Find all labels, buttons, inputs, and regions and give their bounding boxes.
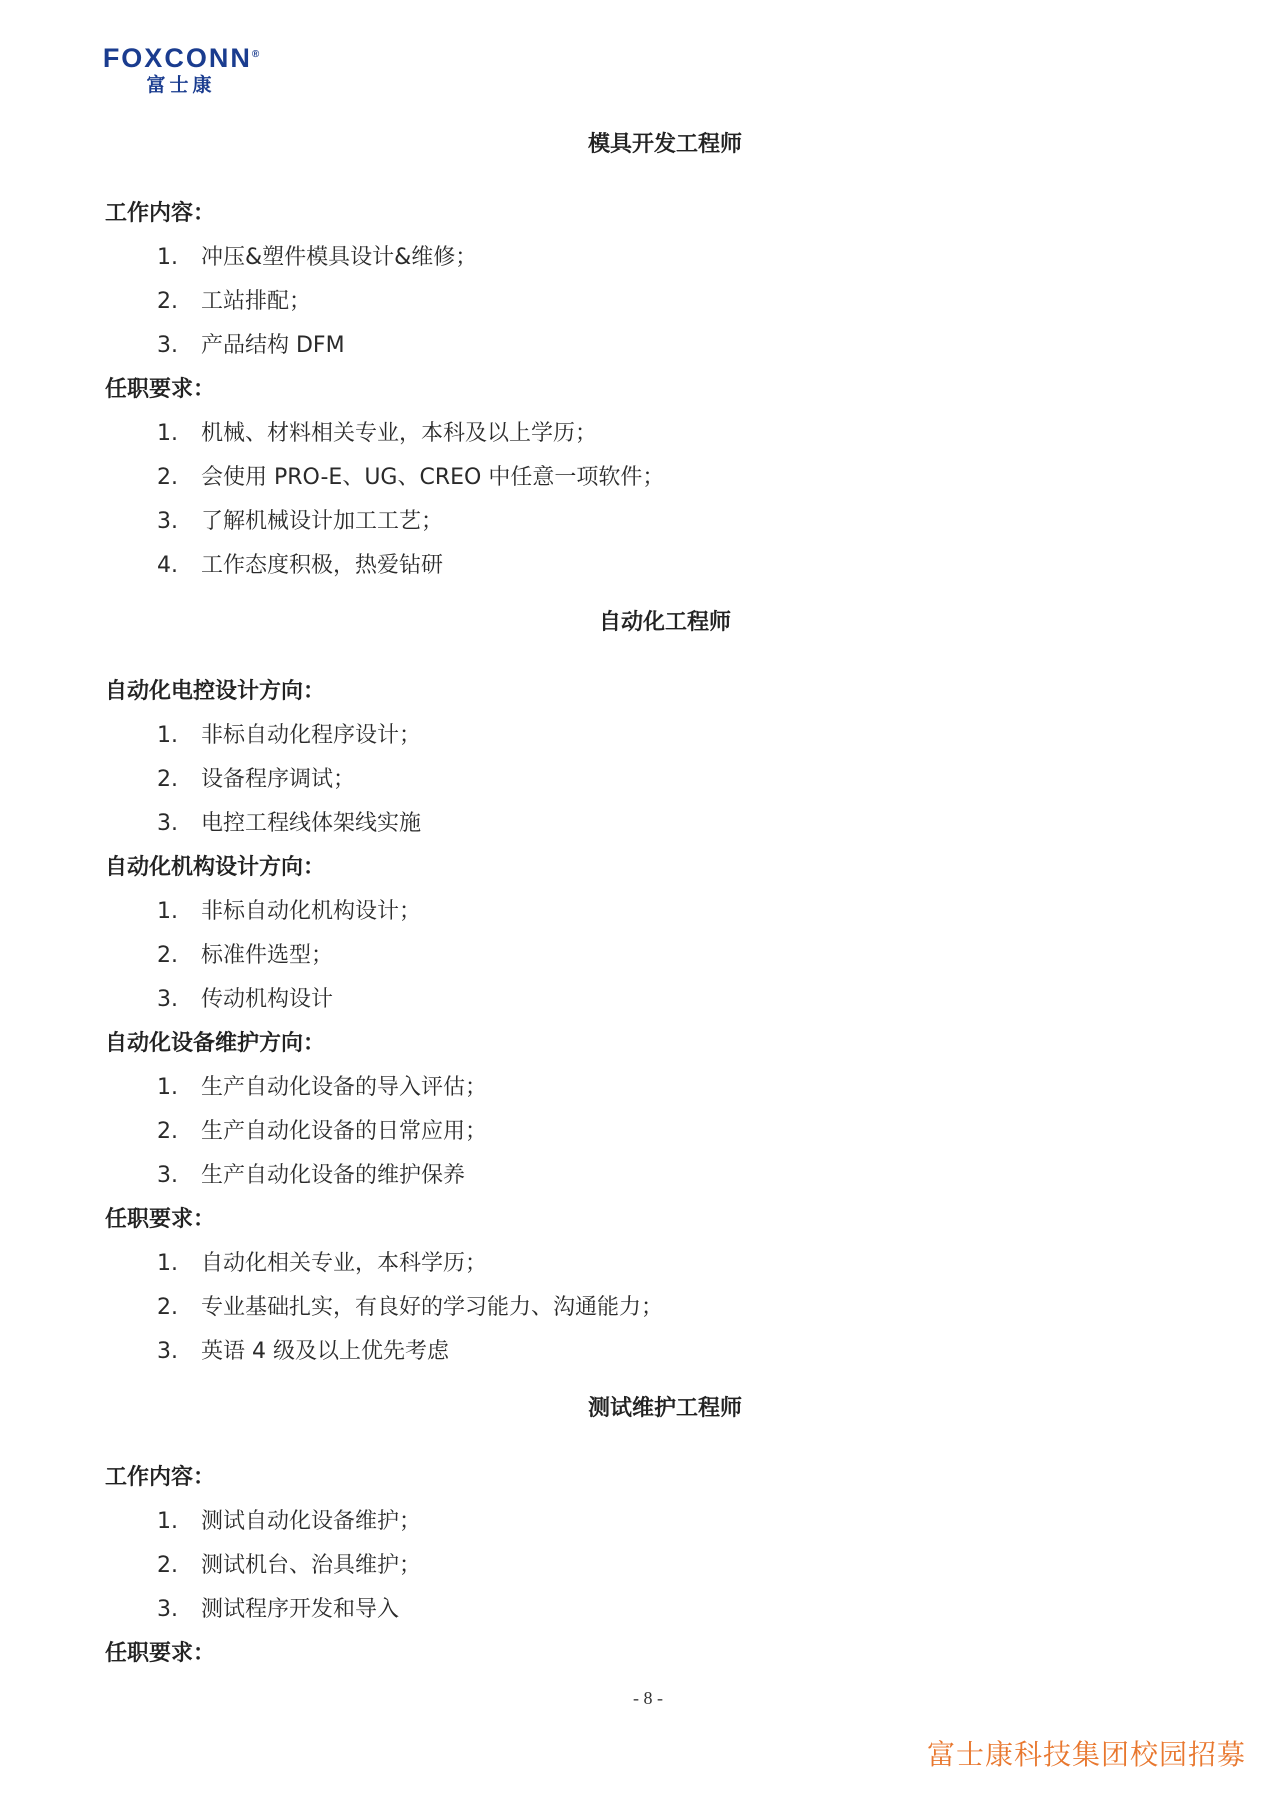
list-item-number: 3. [157,333,178,358]
section-heading: 工作内容： [105,1465,216,1490]
footer-brand: 富士康科技集团校园招募 [926,1738,1246,1771]
list-item-text: 设备程序调试； [201,767,356,792]
list-item [105,1500,1105,1544]
list-item-number: 1. [157,421,178,446]
list-item-number: 2. [157,289,178,314]
job-title: 测试维护工程师 [587,1396,742,1421]
list-item [105,1588,1105,1632]
list-item-number: 3. [157,987,178,1012]
list-item-number: 2. [157,767,178,792]
list-item-text: 冲压&塑件模具设计&维修； [201,245,478,270]
list-item-text: 专业基础扎实，有良好的学习能力、沟通能力； [201,1295,664,1320]
list-item-number: 3. [157,811,178,836]
list-item [105,1066,1105,1110]
section-heading: 任职要求： [105,1207,216,1232]
list-item-text: 生产自动化设备的导入评估； [201,1075,488,1100]
list-item-text: 传动机构设计 [201,987,334,1012]
list-item [105,934,1105,978]
list-item [105,544,1105,588]
job-title: 模具开发工程师 [587,132,742,157]
requirement-list [105,1242,1105,1374]
list-item-number: 1. [157,899,178,924]
page-number: - 8 - [633,1688,663,1708]
list-item [105,890,1105,934]
section-heading: 自动化电控设计方向： [105,679,326,704]
list-item-number: 3. [157,1163,178,1188]
list-item-text: 英语 4 级及以上优先考虑 [201,1339,449,1364]
list-item-number: 3. [157,1339,178,1364]
list-item-number: 2. [157,1553,178,1578]
requirement-list [105,1066,1105,1198]
list-item [105,1242,1105,1286]
list-item-text: 非标自动化机构设计； [201,899,422,924]
requirement-list [105,1500,1105,1632]
list-item [105,714,1105,758]
list-item-number: 2. [157,465,178,490]
list-item-number: 3. [157,509,178,534]
list-item [105,758,1105,802]
list-item-number: 1. [157,1509,178,1534]
list-item-text: 生产自动化设备的日常应用； [201,1119,488,1144]
job-block [105,606,1105,1374]
list-item [105,978,1105,1022]
list-item-text: 自动化相关专业，本科学历； [201,1251,488,1276]
section-heading: 工作内容： [105,201,216,226]
document-body [105,128,1105,1694]
list-item [105,1154,1105,1198]
list-item-text: 工作态度积极，热爱钻研 [201,553,444,578]
requirement-list [105,890,1105,1022]
company-logo [76,40,286,97]
list-item-text: 了解机械设计加工工艺； [201,509,444,534]
logo-wordmark: FOXCONN® [102,43,260,73]
list-item-number: 1. [157,1251,178,1276]
list-item-text: 测试自动化设备维护； [201,1509,422,1534]
list-item [105,412,1105,456]
list-item-number: 1. [157,723,178,748]
list-item [105,456,1105,500]
list-item-number: 2. [157,1295,178,1320]
list-item-text: 工站排配； [201,289,312,314]
logo-chinese-name: 富士康 [146,74,216,96]
section-heading: 任职要求： [105,1641,216,1666]
registered-mark: ® [251,49,260,60]
list-item [105,1544,1105,1588]
list-item [105,1330,1105,1374]
job-block [105,128,1105,588]
list-item-number: 3. [157,1597,178,1622]
section-heading: 任职要求： [105,377,216,402]
section-heading: 自动化机构设计方向： [105,855,326,880]
list-item-text: 产品结构 DFM [201,333,345,358]
list-item-text: 会使用 PRO-E、UG、CREO 中任意一项软件； [201,465,665,490]
list-item-number: 1. [157,1075,178,1100]
list-item [105,802,1105,846]
list-item [105,1110,1105,1154]
list-item-text: 机械、材料相关专业，本科及以上学历； [201,421,598,446]
list-item [105,1286,1105,1330]
list-item [105,324,1105,368]
list-item-number: 4. [157,553,178,578]
list-item-text: 电控工程线体架线实施 [201,811,422,836]
list-item-text: 测试程序开发和导入 [201,1597,400,1622]
requirement-list [105,236,1105,368]
list-item-text: 生产自动化设备的维护保养 [201,1163,466,1188]
job-block [105,1392,1105,1676]
list-item [105,280,1105,324]
list-item-text: 测试机台、治具维护； [201,1553,422,1578]
list-item-text: 标准件选型； [201,943,334,968]
list-item-text: 非标自动化程序设计； [201,723,422,748]
list-item-number: 1. [157,245,178,270]
list-item [105,500,1105,544]
section-heading: 自动化设备维护方向： [105,1031,326,1056]
job-title: 自动化工程师 [598,610,731,635]
requirement-list [105,714,1105,846]
list-item-number: 2. [157,1119,178,1144]
requirement-list [105,412,1105,588]
list-item [105,236,1105,280]
list-item-number: 2. [157,943,178,968]
